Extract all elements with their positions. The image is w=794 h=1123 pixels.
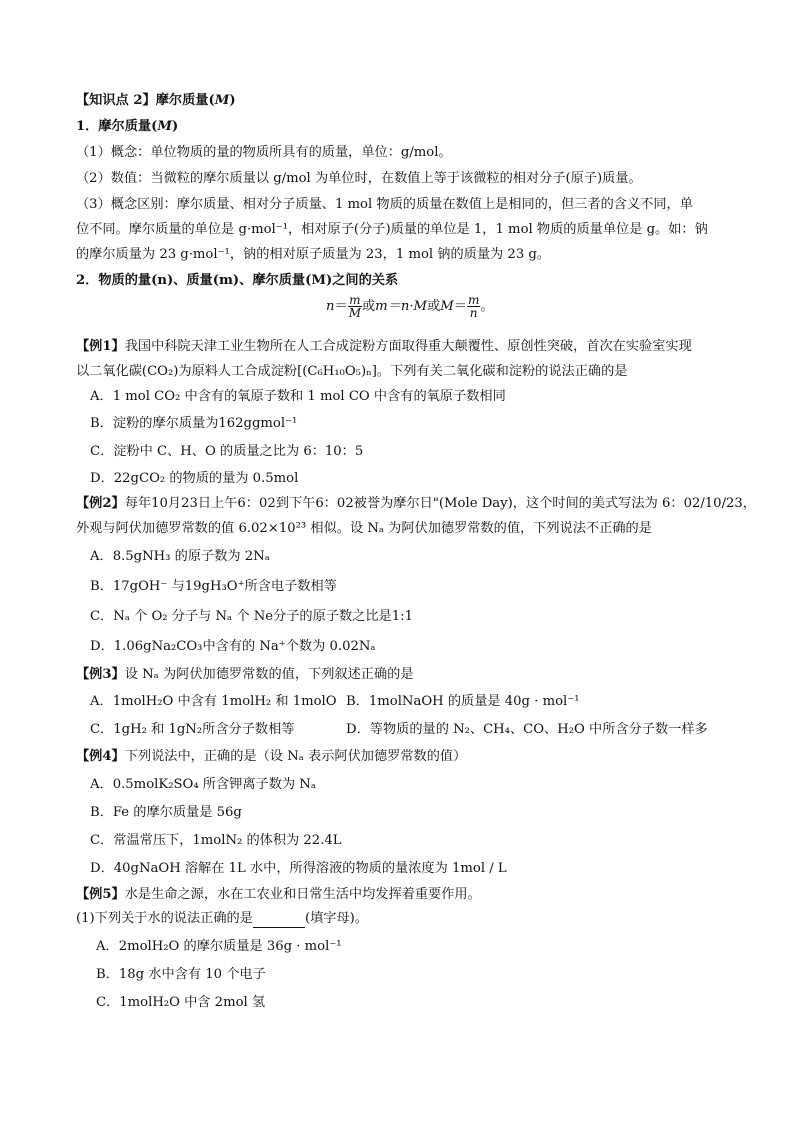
example-1-option-a: A．1 mol CO₂ 中含有的氧原子数和 1 mol CO 中含有的氧原子数相同 [90,389,506,404]
example-5-question-1: (1)下列关于水的说法正确的是 (填字母)。 [76,911,368,926]
example-2-option-c: C．Nₐ 个 O₂ 分子与 Nₐ 个 Ne分子的原子数之比是1:1 [90,609,413,624]
example-2-option-b: B．17gOH⁻ 与19gH₃O⁺所含电子数相等 [90,579,337,594]
example-3-option-d: D．等物质的量的 N₂、CH₄、CO、H₂O 中所含分子数一样多 [346,722,708,737]
paragraph-distinction-3: 的摩尔质量为 23 g·mol⁻¹，钠的相对原子质量为 23，1 mol 钠的质量为 23 g。 [76,247,551,262]
example-2-stem-cont: 外观与阿伏加德罗常数的值 6.02×10²³ 相似。设 Nₐ 为阿伏加德罗常数的值，下列说法不正确的是 [76,521,652,536]
example-3-option-c: C．1gH₂ 和 1gN₂所含分子数相等 [90,722,295,737]
paragraph-value: （2）数值：当微粒的摩尔质量以 g/mol 为单位时，在数值上等于该微粒的相对分子(原子)质量。 [76,171,642,186]
example-1-option-d: D．22gCO₂ 的物质的量为 0.5mol [90,471,299,486]
example-4-stem: 【例4】下列说法中，正确的是（设 Nₐ 表示阿伏加德罗常数的值） [76,749,467,764]
example-2-stem: 【例2】每年10月23日上午6：02到下午6：02被誉为摩尔日"(Mole Day)，这个时间的美式写法为 6：02/10/23， [76,496,756,511]
example-1-option-b: B．淀粉的摩尔质量为162ggmol⁻¹ [90,416,298,431]
example-4-option-b: B．Fe 的摩尔质量是 56g [90,805,242,820]
subsection-title-2: 2．物质的量(n)、质量(m)、摩尔质量(M)之间的关系 [76,273,399,288]
example-1-option-c: C．淀粉中 C、H、O 的质量之比为 6：10：5 [90,444,364,459]
example-2-option-a: A．8.5gNH₃ 的原子数为 2Nₐ [90,549,270,564]
subsection-title-1: 1．摩尔质量(M) [76,119,179,134]
example-5-option-a: A．2molH₂O 的摩尔质量是 36g · mol⁻¹ [96,939,342,954]
example-5-option-b: B．18g 水中含有 10 个电子 [96,967,266,982]
example-1-stem-cont: 以二氧化碳(CO₂)为原料人工合成淀粉[(C₆H₁₀O₅)ₙ]。下列有关二氧化碳和淀粉的说法正确的是 [76,364,628,379]
example-4-option-d: D．40gNaOH 溶解在 1L 水中，所得溶液的物质的量浓度为 1mol / L [90,861,507,876]
formula-relation: n＝ $\frac{m}{M}$ 或m＝n·M或M＝ $\frac{m}{n}$ 。 [326,293,494,320]
paragraph-concept: （1）概念：单位物质的量的物质所具有的质量，单位：g/mol。 [76,145,452,160]
section-heading: 【知识点 2】摩尔质量(M) [76,93,236,108]
example-1-stem: 【例1】我国中科院天津工业生物所在人工合成淀粉方面取得重大颠覆性、原创性突破，首次在实验室实现 [76,339,692,354]
example-3-option-b: B．1molNaOH 的质量是 40g · mol⁻¹ [346,694,580,709]
paragraph-distinction-1: （3）概念区别：摩尔质量、相对分子质量、1 mol 物质的质量在数值上是相同的，但三者的含义不同，单 [76,197,693,212]
paragraph-distinction-2: 位不同。摩尔质量的单位是 g·mol⁻¹，相对原子(分子)质量的单位是 1，1 mol 物质的质量单位是 g。如：钠 [76,222,708,237]
example-4-option-c: C．常温常压下，1molN₂ 的体积为 22.4L [90,833,342,848]
example-4-option-a: A．0.5molK₂SO₄ 所含钾离子数为 Nₐ [90,777,316,792]
example-2-option-d: D．1.06gNa₂CO₃中含有的 Na⁺个数为 0.02Nₐ [90,639,376,654]
answer-blank [253,914,305,928]
example-3-option-a: A．1molH₂O 中含有 1molH₂ 和 1molO [90,694,337,709]
example-3-stem: 【例3】设 Nₐ 为阿伏加德罗常数的值，下列叙述正确的是 [76,667,414,682]
example-5-option-c: C．1molH₂O 中含 2mol 氢 [96,995,266,1010]
example-5-stem: 【例5】水是生命之源，水在工农业和日常生活中均发挥着重要作用。 [76,887,481,902]
